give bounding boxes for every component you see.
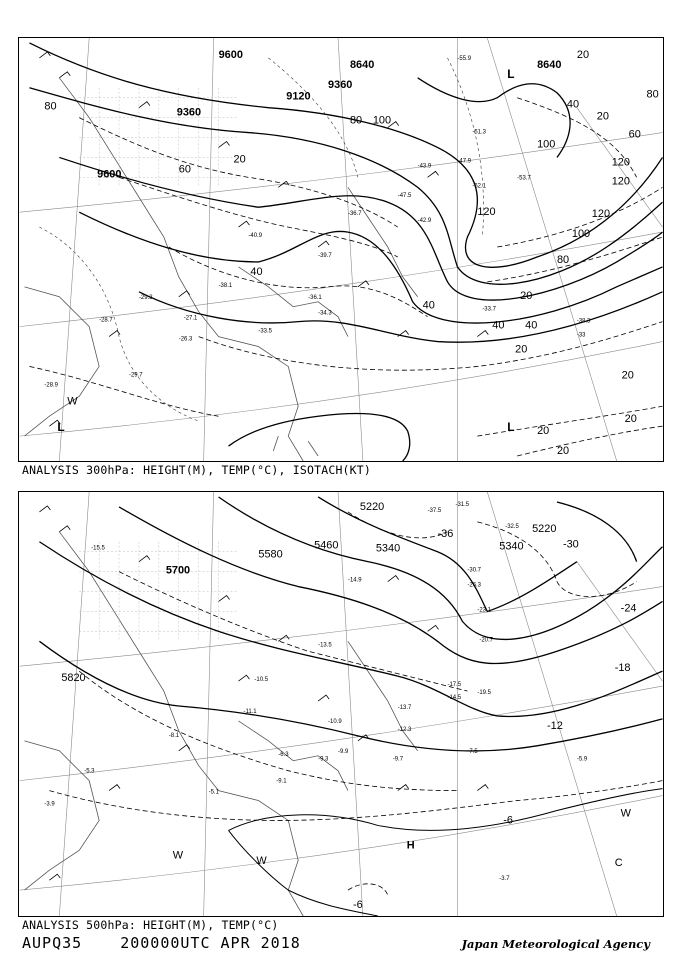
station-value: -26.3	[467, 582, 482, 589]
isotach-label: 40	[250, 265, 263, 278]
low-marker: L	[57, 420, 65, 435]
height-label: 9120	[286, 90, 311, 103]
isotach-label: 60	[178, 163, 191, 176]
isotach-label: 20	[596, 110, 609, 123]
isotach-label: 80	[556, 253, 570, 266]
warm-marker: W	[67, 395, 78, 408]
station-value: -42.9	[417, 218, 432, 225]
temp-label: -18	[614, 662, 631, 675]
map-300hpa-svg	[19, 38, 663, 461]
height-label: 8640	[349, 58, 375, 71]
station-value: -14.5	[447, 695, 462, 702]
station-value: -3.7	[499, 876, 510, 883]
isotach-label: 40	[525, 319, 538, 332]
isotherms	[39, 55, 483, 421]
temp-label: -36	[437, 527, 454, 540]
station-value: -13.7	[397, 704, 412, 711]
station-value: -36.7	[347, 211, 362, 218]
station-value: -17.5	[447, 682, 462, 689]
isotach-label: 20	[537, 425, 550, 438]
station-value: -33.5	[258, 328, 272, 335]
station-value: -11.1	[243, 708, 257, 715]
height-label: 5340	[499, 540, 524, 553]
map-500hpa-svg	[19, 492, 663, 916]
isotach-label: 120	[591, 208, 611, 221]
wind-barbs	[39, 506, 488, 880]
height-label: 5340	[375, 542, 401, 555]
map-panel-300hpa	[18, 37, 664, 462]
station-value: -32.5	[505, 523, 519, 530]
station-value: -34.3	[318, 310, 332, 317]
station-value: -28.9	[44, 382, 59, 389]
station-value: -37.5	[427, 507, 442, 514]
height-label: 5700	[165, 564, 191, 577]
station-value: -31.5	[455, 501, 470, 508]
map-panel-500hpa	[18, 491, 664, 917]
station-value: -30.7	[467, 567, 482, 574]
cold-marker: C	[614, 857, 623, 870]
station-value: -9.1	[276, 778, 287, 785]
valid-time: 200000UTC APR 2018	[120, 934, 301, 952]
isotach-label: 40	[566, 98, 580, 111]
height-label: 9360	[176, 106, 202, 119]
temp-label: -12	[547, 719, 563, 732]
station-value: -43.9	[417, 163, 432, 170]
isotach-label: 20	[624, 413, 637, 426]
station-value: -10.9	[328, 718, 342, 725]
low-marker: L	[507, 420, 515, 435]
isotach-label: 20	[233, 153, 246, 166]
station-value: -10.5	[254, 677, 269, 684]
isotach-label: 80	[646, 88, 659, 101]
height-label: 8640	[537, 58, 562, 71]
station-value: -39.7	[318, 252, 332, 259]
station-value: -19.5	[477, 690, 491, 697]
isotach-label: 80	[44, 100, 57, 113]
isotach-label: 120	[477, 206, 496, 219]
station-value: -36.1	[308, 294, 322, 301]
station-value: -14.9	[347, 577, 362, 584]
station-value: -38.1	[218, 282, 233, 289]
station-value: -29.3	[138, 294, 153, 301]
height-label: 5220	[359, 500, 385, 513]
warm-marker: W	[172, 849, 184, 862]
station-value: -9.7	[392, 756, 404, 763]
station-value: -15.5	[91, 545, 105, 552]
temp-label: -6	[352, 899, 363, 912]
isotach-label: 40	[422, 299, 435, 312]
temp-label: -30	[562, 538, 579, 551]
station-value: -27.1	[183, 315, 198, 322]
temp-label: -6	[503, 814, 513, 827]
station-value: -5.1	[208, 789, 219, 796]
coastlines	[24, 78, 417, 461]
station-value: -5.9	[576, 756, 588, 763]
station-value: -55.9	[457, 55, 472, 62]
height-label: 9360	[328, 78, 353, 91]
warm-marker: W	[620, 807, 632, 820]
height-label: 5820	[61, 672, 86, 685]
station-value: -47.9	[457, 158, 472, 165]
station-value: -9.3	[318, 756, 329, 763]
high-marker: H	[406, 839, 415, 852]
isotach-label: 120	[611, 175, 630, 188]
height-label: 5460	[314, 539, 339, 552]
station-value: -29.7	[129, 372, 143, 379]
station-value: -20.7	[479, 637, 493, 644]
station-value: -52.1	[472, 183, 486, 190]
station-value: -5.3	[84, 768, 95, 775]
isotach-label: 120	[611, 156, 630, 169]
isotach-label: 20	[576, 48, 590, 61]
station-value: -6.3	[278, 751, 289, 758]
isotach-label: 100	[537, 138, 556, 151]
low-marker: L	[507, 66, 515, 81]
height-label: 5580	[258, 548, 283, 561]
height-label: 9600	[218, 48, 243, 61]
isotach-label: 20	[556, 445, 570, 458]
panel-caption-300hpa: ANALYSIS 300hPa: HEIGHT(M), TEMP(°C), ISOTACH(KT)	[22, 463, 372, 477]
isotach-label: 20	[520, 289, 533, 302]
station-value: -40.9	[248, 233, 263, 240]
panel-caption-500hpa: ANALYSIS 500hPa: HEIGHT(M), TEMP(°C)	[22, 918, 279, 932]
station-value: -7.5	[467, 748, 478, 755]
isotach-label: 80	[349, 114, 363, 127]
station-value: -13.5	[318, 642, 332, 649]
temp-label: -24	[620, 602, 637, 615]
height-label: 9600	[97, 168, 122, 181]
station-value: -23.1	[477, 607, 491, 614]
station-value: -3.9	[44, 801, 55, 808]
chart-code: AUPQ35	[22, 934, 83, 952]
isotach-label: 60	[628, 128, 641, 141]
station-value: -28.7	[99, 317, 113, 324]
station-value: -47.5	[397, 193, 412, 200]
agency-credit: Japan Meteorological Agency	[461, 937, 650, 951]
station-value: -38.3	[576, 318, 591, 325]
coastlines	[24, 532, 417, 916]
station-value: -26.3	[178, 336, 193, 343]
station-value: -33.7	[482, 306, 496, 313]
station-value: -8.1	[168, 732, 180, 739]
station-value: -12.3	[397, 726, 412, 733]
warm-marker: W	[256, 855, 267, 868]
isotach-label: 100	[372, 114, 392, 127]
height-label: 5220	[532, 522, 557, 535]
chart-identifier	[22, 934, 329, 952]
isotach-label: 20	[515, 343, 528, 356]
isotherms	[49, 512, 662, 895]
station-value: -53.7	[517, 175, 531, 182]
isotach-label: 40	[492, 319, 505, 332]
isotach-label: 100	[571, 228, 591, 241]
isotach-label: 20	[621, 369, 634, 382]
station-value: -51.3	[472, 129, 486, 136]
station-value: -33	[576, 332, 586, 339]
station-value: -9.9	[338, 748, 349, 755]
